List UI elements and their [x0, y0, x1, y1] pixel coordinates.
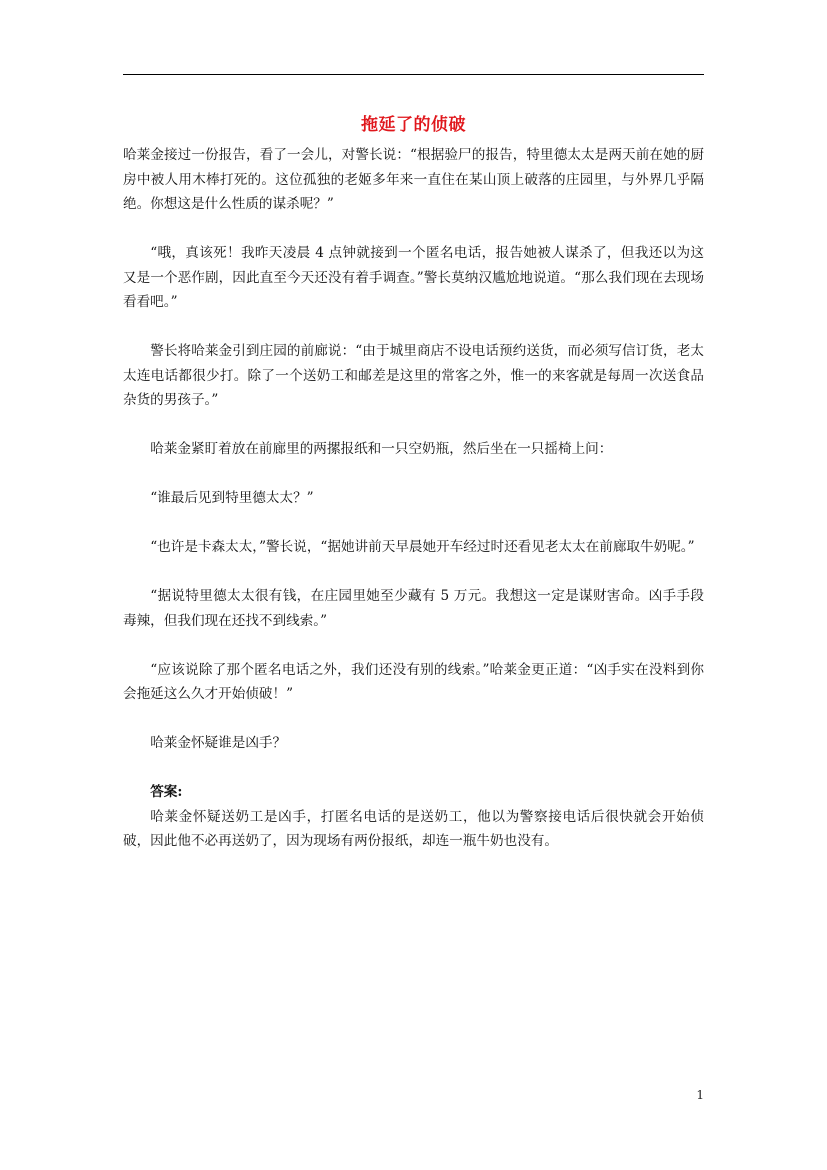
paragraph-2: “哦，真该死！我昨天凌晨 4 点钟就接到一个匿名电话，报告她被人谋杀了，但我还以为这又是一个恶作剧，因此直至今天还没有着手调查。”警长莫纳汉尴尬地说道。“那么我们现在去现场看看吧。” — [123, 245, 704, 310]
paragraph-3: 警长将哈莱金引到庄园的前廊说：“由于城里商店不设电话预约送货，而必须写信订货，老太太连电话都很少打。除了一个送奶工和邮差是这里的常客之外，惟一的来客就是每周一次送食品杂货的男孩子。” — [123, 343, 704, 408]
page-number: 1 — [696, 1088, 704, 1102]
paragraph-5: “谁最后见到特里德太太？” — [150, 490, 314, 506]
question: 哈莱金怀疑谁是凶手？ — [150, 735, 287, 751]
paragraph-8: “应该说除了那个匿名电话之外，我们还没有别的线索。”哈莱金更正道：“凶手实在没料到你会拖延这么久才开始侦破！” — [123, 661, 704, 702]
paragraph-6: “也许是卡森太太，”警长说，“据她讲前天早晨她开车经过时还看见老太太在前廊取牛奶呢。” — [150, 539, 695, 555]
answer-label: 答案: — [150, 784, 183, 800]
paragraph-4: 哈莱金紧盯着放在前廊里的两摞报纸和一只空奶瓶，然后坐在一只摇椅上问： — [150, 441, 613, 457]
document-body — [123, 143, 704, 854]
paragraph-1: 哈莱金接过一份报告，看了一会儿，对警长说：“根据验尸的报告，特里德太太是两天前在她的厨房中被人用木棒打死的。这位孤独的老姬多年来一直住在某山顶上破落的庄园里，与外界几乎隔绝。你想这是什么性质的谋杀呢？” — [123, 147, 704, 212]
header-rule — [123, 74, 704, 75]
answer-text: 哈莱金怀疑送奶工是凶手，打匿名电话的是送奶工，他以为警察接电话后很快就会开始侦破，因此他不必再送奶了，因为现场有两份报纸，却连一瓶牛奶也没有。 — [123, 808, 704, 849]
document-title: 拖延了的侦破 — [361, 115, 466, 135]
paragraph-7: “据说特里德太太很有钱，在庄园里她至少藏有 5 万元。我想这一定是谋财害命。凶手手段毒辣，但我们现在还找不到线索。” — [123, 588, 704, 629]
